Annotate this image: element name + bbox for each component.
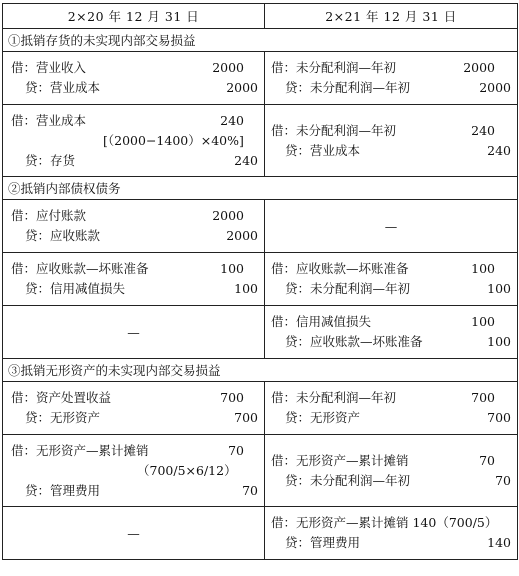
entry-amount: 240 xyxy=(234,152,258,168)
entry-amount: 700 xyxy=(471,390,495,405)
entry-text: 贷：无形资产 xyxy=(25,410,101,425)
entry-amount: 70 xyxy=(479,452,495,468)
entry-amount: 700 xyxy=(234,410,258,425)
entry-cell xyxy=(265,507,518,560)
entry-cell xyxy=(265,435,518,507)
entry-text: 借：无形资产—累计摊销 xyxy=(271,452,409,468)
consolidation-entries-table xyxy=(2,3,518,560)
entry-cell xyxy=(3,52,265,105)
entry-cell xyxy=(3,435,265,507)
entry-cell xyxy=(3,382,265,435)
section-title: ②抵销内部债权债务 xyxy=(3,177,518,200)
entry-text: 借：应收账款—坏账准备 xyxy=(271,261,409,276)
section-title: ①抵销存货的未实现内部交易损益 xyxy=(3,29,518,52)
entry-amount: 2000 xyxy=(212,60,244,75)
entry-amount: 100 xyxy=(471,261,495,276)
entry-text: 贷：信用减值损失 xyxy=(25,281,126,296)
header-row xyxy=(3,4,518,29)
entry-cell xyxy=(265,105,518,177)
entry-amount: 70 xyxy=(228,442,244,458)
entry-text: 借：应付账款 xyxy=(11,208,87,223)
entry-amount: 700 xyxy=(220,390,244,405)
entry-text: 借：无形资产—累计摊销 140（700/5） xyxy=(271,515,498,530)
entry-cell xyxy=(265,253,518,306)
entry-text: 借：营业收入 xyxy=(11,60,87,75)
entry-text: 借：未分配利润—年初 xyxy=(271,60,397,75)
entry-cell xyxy=(265,52,518,105)
entry-text: 借：营业成本 xyxy=(11,112,87,128)
empty-entry-dash: — xyxy=(265,200,518,253)
entry-amount: 100 xyxy=(471,314,495,329)
entry-cell xyxy=(265,306,518,359)
entry-text: 贷：应收账款—坏账准备 xyxy=(285,334,423,349)
entry-text: 借：未分配利润—年初 xyxy=(271,122,397,138)
empty-entry-dash: — xyxy=(3,507,265,560)
entry-amount: 700 xyxy=(487,410,511,425)
entry-cell xyxy=(3,200,265,253)
entry-text: 贷：管理费用 xyxy=(285,535,361,550)
entry-amount: 2000 xyxy=(212,208,244,223)
entry-text: 贷：管理费用 xyxy=(25,482,101,498)
entry-text: 贷：未分配利润—年初 xyxy=(285,281,411,296)
entry-text: 借：应收账款—坏账准备 xyxy=(11,261,149,276)
entry-amount: 2000 xyxy=(226,80,258,95)
entry-text: 借：信用减值损失 xyxy=(271,314,372,329)
entry-amount: 2000 xyxy=(463,60,495,75)
entry-cell xyxy=(3,105,265,177)
header-col2: 2×21 年 12 月 31 日 xyxy=(265,4,518,29)
entry-text: 借：未分配利润—年初 xyxy=(271,390,397,405)
entry-amount: 240 xyxy=(220,112,244,128)
entry-amount: 140 xyxy=(487,535,511,550)
entry-text: 贷：营业成本 xyxy=(285,142,361,158)
entry-amount: 240 xyxy=(471,122,495,138)
entry-amount: 70 xyxy=(495,472,511,488)
entry-text: 贷：应收账款 xyxy=(25,228,101,243)
entry-amount: 70 xyxy=(242,482,258,498)
entry-amount: 100 xyxy=(487,281,511,296)
entry-calc-note: [（2000−1400）×40%] xyxy=(103,132,244,148)
entry-amount: 240 xyxy=(487,142,511,158)
entry-cell xyxy=(3,253,265,306)
entry-amount: 2000 xyxy=(226,228,258,243)
entry-text: 贷：营业成本 xyxy=(25,80,101,95)
entry-cell xyxy=(265,382,518,435)
entry-amount: 100 xyxy=(487,334,511,349)
entry-amount: 100 xyxy=(220,261,244,276)
section-title: ③抵销无形资产的未实现内部交易损益 xyxy=(3,359,518,382)
entry-text: 贷：未分配利润—年初 xyxy=(285,80,411,95)
entry-calc-note: （700/5×6/12） xyxy=(137,462,237,478)
entry-text: 贷：未分配利润—年初 xyxy=(285,472,411,488)
entry-text: 借：无形资产—累计摊销 xyxy=(11,442,149,458)
entry-amount: 100 xyxy=(234,281,258,296)
header-col1: 2×20 年 12 月 31 日 xyxy=(3,4,265,29)
entry-text: 贷：存货 xyxy=(25,152,76,168)
empty-entry-dash: — xyxy=(3,306,265,359)
entry-text: 借：资产处置收益 xyxy=(11,390,112,405)
entry-amount: 2000 xyxy=(479,80,511,95)
entry-text: 贷：无形资产 xyxy=(285,410,361,425)
